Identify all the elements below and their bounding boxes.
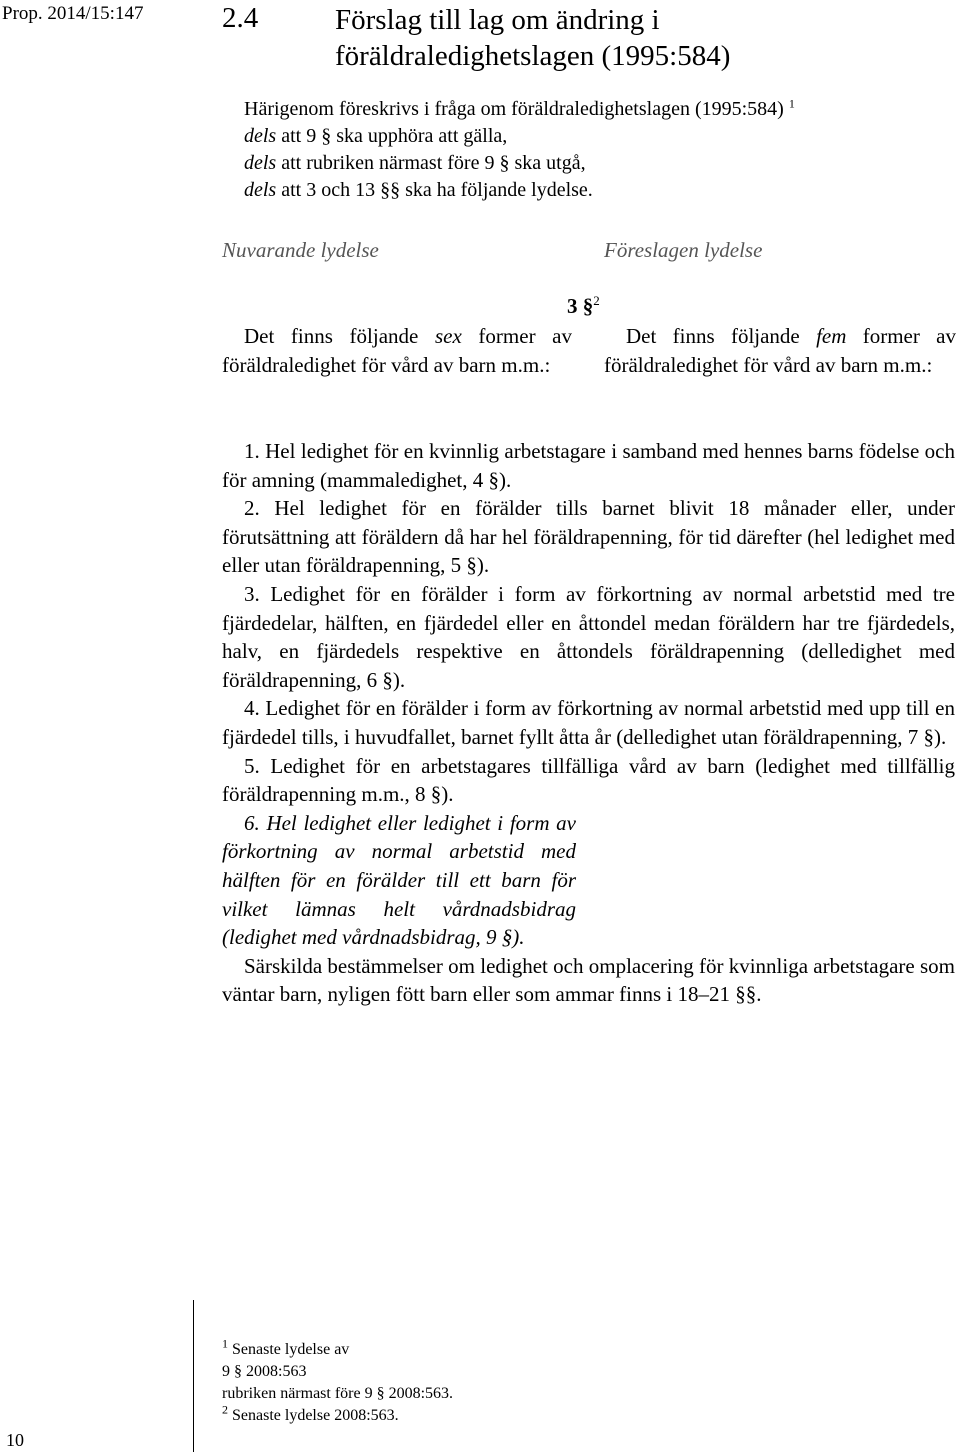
page-number: 10 [6,1430,24,1450]
intro-line4-em: dels [244,179,277,201]
footnote-1-mark: 1 [222,1336,228,1351]
footnote-ref-1: 1 [788,96,795,111]
footnote-2-text: Senaste lydelse 2008:563. [228,1407,399,1424]
list-item-removed: 6. Hel ledighet eller ledighet i form av förkortning av normal arbetstid med hälften för en förälder till ett barn för vilket lämnas helt vårdnadsbidrag (ledighet med vårdnadsbidrag, 9 §). [222,810,576,950]
proposed-wording-heading: Föreslagen lydelse [604,238,763,262]
current-post: former av föräldraledighet för vård av barn m.m.: [222,324,572,377]
intro-line2 [244,123,795,150]
section-title [335,2,730,74]
list-item: 1. Hel ledighet för en kvinnlig arbetstagare i samband med hennes barns födelse och för amning (mammaledighet, 4 §). [222,439,955,492]
list-item: 5. Ledighet för en arbetstagares tillfälliga vård av barn (ledighet med tillfällig föräldrapenning m.m., 8 §). [222,753,955,807]
paragraph-label-text: 3 § [567,294,594,318]
footnote-1 [222,1336,453,1361]
section-title-line1: Förslag till lag om ändring i [335,4,660,36]
current-wording-text [222,322,572,380]
intro-line4-text: att 3 och 13 §§ ska ha följande lydelse. [276,179,593,201]
intro-line2-em: dels [244,125,277,147]
intro-line1-text: Härigenom föreskrivs i fråga om föräldraledighetslagen (1995:584) [244,98,784,120]
list-item: 3. Ledighet för en förälder i form av förkortning av normal arbetstid med tre fjärdedelar, hälften, en fjärdedel eller en åttondel medan föräldern har tre fjärdedels, halv, en fjärdedels respektive en åttondels föräldrapenning (delledighet med föräldrapenning, 6 §). [222,581,955,692]
list-item: 2. Hel ledighet för en förälder tills barnet blivit 18 månader eller, under förutsättning att föräldern då har hel föräldrapenning, för tid därefter (hel ledighet med eller utan föräldrapenning, 5 §). [222,496,955,578]
footnote-2-mark: 2 [222,1402,228,1417]
section-title-line2: föräldraledighetslagen (1995:584) [335,40,731,72]
current-wording-heading: Nuvarande lydelse [222,238,379,262]
current-wording-paragraph [222,322,572,380]
list-of-leave-forms [222,437,955,1009]
footnote-1-line2: 9 § 2008:563 [222,1363,307,1380]
proposed-em: fem [816,324,847,348]
footnote-1-line3: rubriken närmast före 9 § 2008:563. [222,1385,454,1402]
closing-paragraph: Särskilda bestämmelser om ledighet och omplacering för kvinnliga arbetstagare som väntar barn, nyligen fött barn eller som ammar finns i 18–21 §§. [222,953,955,1007]
list-item: 4. Ledighet för en förälder i form av förkortning av normal arbetstid med upp till en fjärdedel tills, i huvudfallet, barnet fyllt åtta år (delledighet utan föräldrapenning, 7 §). [222,696,955,749]
footnotes [222,1336,454,1427]
margin-rule [193,1300,194,1452]
intro-line2-text: att 9 § ska upphöra att gälla, [276,125,508,147]
footnote-1-line1: Senaste lydelse av [228,1341,350,1358]
intro-line3 [244,150,795,177]
footnote-2 [222,1402,453,1427]
proposed-wording-text [604,322,956,380]
paragraph-label [567,294,600,319]
proposed-post: former av föräldraledighet för vård av barn m.m.: [604,324,956,377]
current-pre: Det finns följande [244,324,435,348]
intro-line4 [244,177,795,204]
current-em: sex [434,324,462,348]
intro-paragraph [244,96,795,204]
intro-line3-text: att rubriken närmast före 9 § ska utgå, [276,152,586,174]
footnote-ref-2: 2 [593,293,600,308]
intro-line1 [244,96,795,123]
intro-line3-em: dels [244,152,277,174]
proposed-pre: Det finns följande [626,324,817,348]
proposed-wording-paragraph [604,322,956,380]
section-number: 2.4 [222,2,259,34]
document-reference: Prop. 2014/15:147 [2,3,144,24]
